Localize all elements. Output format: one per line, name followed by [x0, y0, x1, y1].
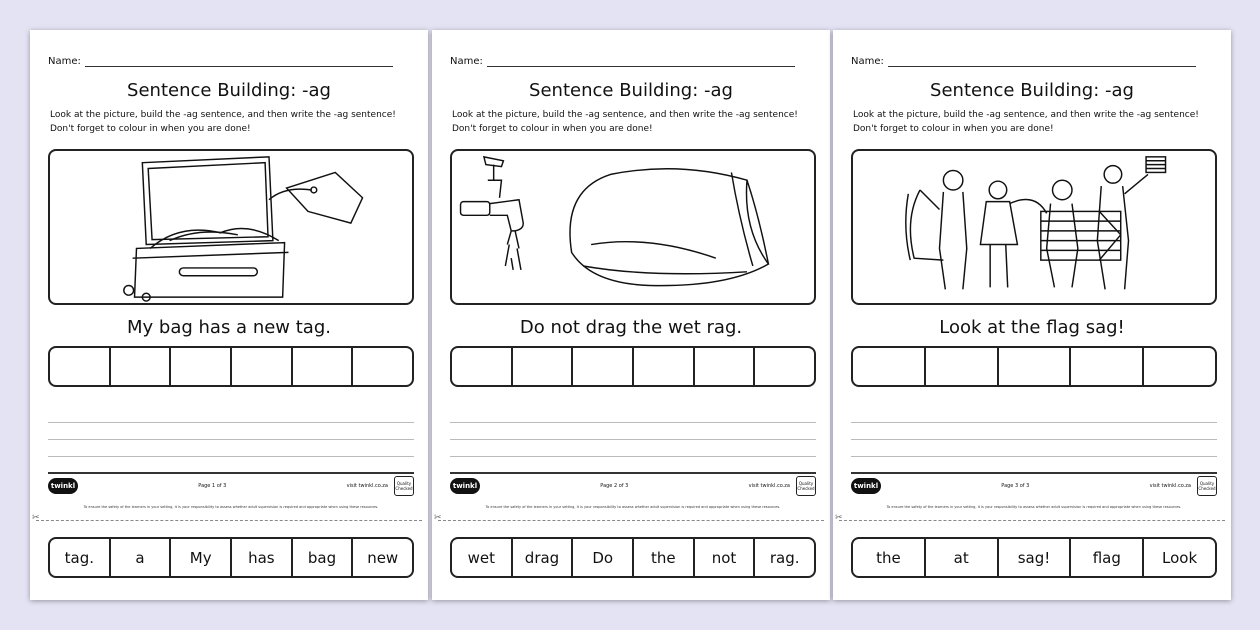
- sentence-prompt: Do not drag the wet rag.: [519, 317, 743, 338]
- cut-line: [438, 520, 824, 521]
- quality-checked-badge: Quality Checked: [796, 476, 816, 496]
- sentence-prompt: My bag has a new tag.: [127, 317, 331, 338]
- writing-line[interactable]: [48, 440, 414, 457]
- build-box[interactable]: [50, 348, 111, 385]
- writing-line[interactable]: [851, 440, 1217, 457]
- build-box[interactable]: [452, 348, 513, 385]
- name-field[interactable]: [851, 53, 1196, 67]
- suitcase-with-tag-picture: [48, 149, 414, 305]
- word-card[interactable]: sag!: [999, 539, 1072, 576]
- instructions: Look at the picture, build the -ag sentence, and then write the -ag sentence! Don't forget to colour in when you are done!: [853, 110, 1199, 134]
- worksheet-page-3: [833, 30, 1231, 600]
- build-box[interactable]: [232, 348, 293, 385]
- twinkl-logo: twinkl: [851, 478, 881, 494]
- instructions: Look at the picture, build the -ag sentence, and then write the -ag sentence! Don't forget to colour in when you are done!: [50, 110, 396, 134]
- build-box[interactable]: [1071, 348, 1144, 385]
- writing-line[interactable]: [450, 440, 816, 457]
- name-label: Name:: [48, 56, 81, 67]
- word-build-boxes[interactable]: [48, 346, 414, 387]
- cut-out-words[interactable]: [48, 537, 414, 578]
- quality-checked-badge: Quality Checked: [1197, 476, 1217, 496]
- build-box[interactable]: [513, 348, 574, 385]
- build-box[interactable]: [1144, 348, 1215, 385]
- site-link[interactable]: visit twinkl.co.za: [346, 482, 388, 489]
- word-card[interactable]: Do: [573, 539, 634, 576]
- build-box[interactable]: [573, 348, 634, 385]
- page-number: Page 2 of 3: [600, 482, 629, 489]
- tap-and-rag-picture: [450, 149, 816, 305]
- word-card[interactable]: flag: [1071, 539, 1144, 576]
- sentence-prompt: Look at the flag sag!: [939, 317, 1125, 338]
- handwriting-lines[interactable]: [450, 406, 816, 474]
- name-label: Name:: [851, 56, 884, 67]
- build-box[interactable]: [634, 348, 695, 385]
- writing-line[interactable]: [450, 406, 816, 423]
- handwriting-lines[interactable]: [851, 406, 1217, 474]
- worksheet-page-2: [432, 30, 830, 600]
- word-card[interactable]: rag.: [769, 548, 800, 567]
- name-line[interactable]: [85, 57, 393, 67]
- word-card[interactable]: My: [171, 539, 232, 576]
- page-title: Sentence Building: -ag: [529, 80, 733, 101]
- page-number: Page 1 of 3: [198, 482, 227, 489]
- page-footer: [48, 472, 414, 498]
- writing-line[interactable]: [48, 406, 414, 423]
- writing-line[interactable]: [48, 423, 414, 440]
- word-build-boxes[interactable]: [450, 346, 816, 387]
- word-card[interactable]: not: [695, 539, 756, 576]
- word-card[interactable]: Look: [1162, 548, 1198, 567]
- build-box[interactable]: [926, 348, 999, 385]
- writing-line[interactable]: [450, 423, 816, 440]
- word-card[interactable]: new: [367, 548, 399, 567]
- page-title: Sentence Building: -ag: [930, 80, 1134, 101]
- twinkl-logo: twinkl: [450, 478, 480, 494]
- writing-line[interactable]: [851, 423, 1217, 440]
- cut-out-words[interactable]: [851, 537, 1217, 578]
- page-title: Sentence Building: -ag: [127, 80, 331, 101]
- cut-line: [839, 520, 1225, 521]
- fine-print: To ensure the safety of the learners in your setting, it is your responsibility to assess whether adult supervision is required and appropriate when using these resources.: [886, 505, 1182, 509]
- name-field[interactable]: [48, 53, 393, 67]
- build-box[interactable]: [695, 348, 756, 385]
- page-footer: [450, 472, 816, 498]
- word-card[interactable]: the: [853, 539, 926, 576]
- scissors-icon: ✂: [835, 513, 843, 523]
- build-box[interactable]: [999, 348, 1072, 385]
- cut-out-words[interactable]: [450, 537, 816, 578]
- twinkl-logo: twinkl: [48, 478, 78, 494]
- word-card[interactable]: the: [634, 539, 695, 576]
- name-label: Name:: [450, 56, 483, 67]
- scissors-icon: ✂: [434, 513, 442, 523]
- word-card[interactable]: tag.: [50, 539, 111, 576]
- site-link[interactable]: visit twinkl.co.za: [748, 482, 790, 489]
- quality-checked-badge: Quality Checked: [394, 476, 414, 496]
- site-link[interactable]: visit twinkl.co.za: [1149, 482, 1191, 489]
- name-line[interactable]: [487, 57, 795, 67]
- name-field[interactable]: [450, 53, 795, 67]
- page-footer: [851, 472, 1217, 498]
- writing-line[interactable]: [851, 406, 1217, 423]
- worksheet-page-1: [30, 30, 428, 600]
- children-with-flags-picture: [851, 149, 1217, 305]
- word-card[interactable]: a: [111, 539, 172, 576]
- instructions: Look at the picture, build the -ag sentence, and then write the -ag sentence! Don't forget to colour in when you are done!: [452, 110, 798, 134]
- build-box[interactable]: [353, 348, 412, 385]
- handwriting-lines[interactable]: [48, 406, 414, 474]
- name-line[interactable]: [888, 57, 1196, 67]
- build-box[interactable]: [171, 348, 232, 385]
- fine-print: To ensure the safety of the learners in your setting, it is your responsibility to assess whether adult supervision is required and appropriate when using these resources.: [485, 505, 781, 509]
- build-box[interactable]: [853, 348, 926, 385]
- cut-line: [36, 520, 422, 521]
- build-box[interactable]: [755, 348, 814, 385]
- scissors-icon: ✂: [32, 513, 40, 523]
- word-card[interactable]: at: [926, 539, 999, 576]
- word-build-boxes[interactable]: [851, 346, 1217, 387]
- fine-print: To ensure the safety of the learners in your setting, it is your responsibility to assess whether adult supervision is required and appropriate when using these resources.: [83, 505, 379, 509]
- page-number: Page 3 of 3: [1001, 482, 1030, 489]
- build-box[interactable]: [111, 348, 172, 385]
- word-card[interactable]: bag: [293, 539, 354, 576]
- word-card[interactable]: wet: [452, 539, 513, 576]
- word-card[interactable]: drag: [513, 539, 574, 576]
- word-card[interactable]: has: [232, 539, 293, 576]
- build-box[interactable]: [293, 348, 354, 385]
